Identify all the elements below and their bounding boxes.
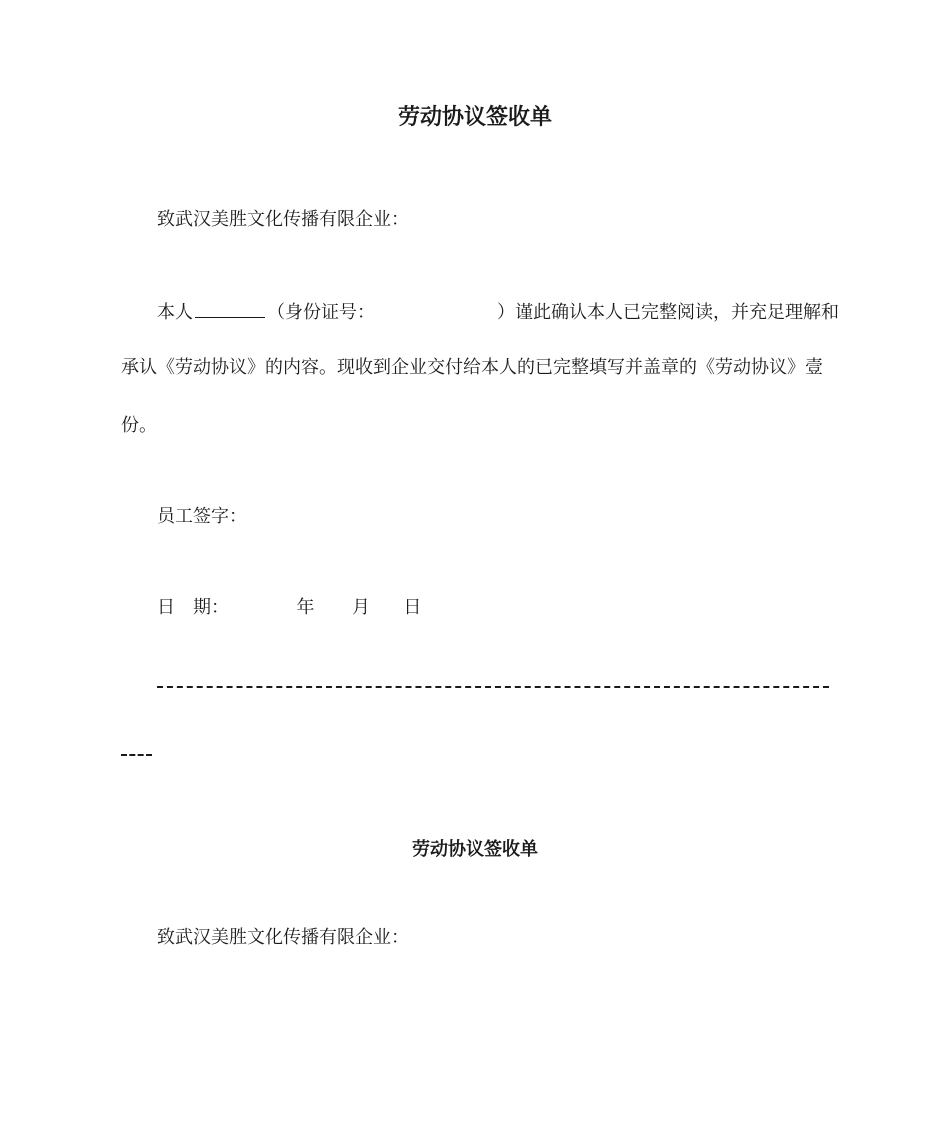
name-blank <box>195 299 265 318</box>
document-title: 劳动协议签收单 <box>397 105 552 130</box>
self-label: 本人 <box>157 302 193 323</box>
date-line <box>157 596 421 620</box>
month-label: 月 <box>351 597 370 618</box>
second-title: 劳动协议签收单 <box>412 839 538 860</box>
signature-label: 员工签字： <box>157 506 247 527</box>
confirmation-text: ）谨此确认本人已完整阅读，并充足理解和 <box>497 302 839 323</box>
confirmation-line-1 <box>157 299 839 325</box>
confirmation-line-3: 份。 <box>121 415 157 436</box>
confirmation-line-2: 承认《劳动协议》的内容。现收到企业交付给本人的已完整填写并盖章的《劳动协议》壹 <box>121 357 823 378</box>
id-label: （身份证号： <box>267 302 375 323</box>
year-label: 年 <box>296 597 315 618</box>
second-addressee: 致武汉美胜文化传播有限企业： <box>157 927 409 948</box>
cut-line-continuation <box>121 754 152 758</box>
addressee: 致武汉美胜文化传播有限企业： <box>157 209 409 230</box>
day-label: 日 <box>403 597 422 618</box>
date-label: 日 期： <box>157 597 229 618</box>
cut-line <box>157 686 829 690</box>
